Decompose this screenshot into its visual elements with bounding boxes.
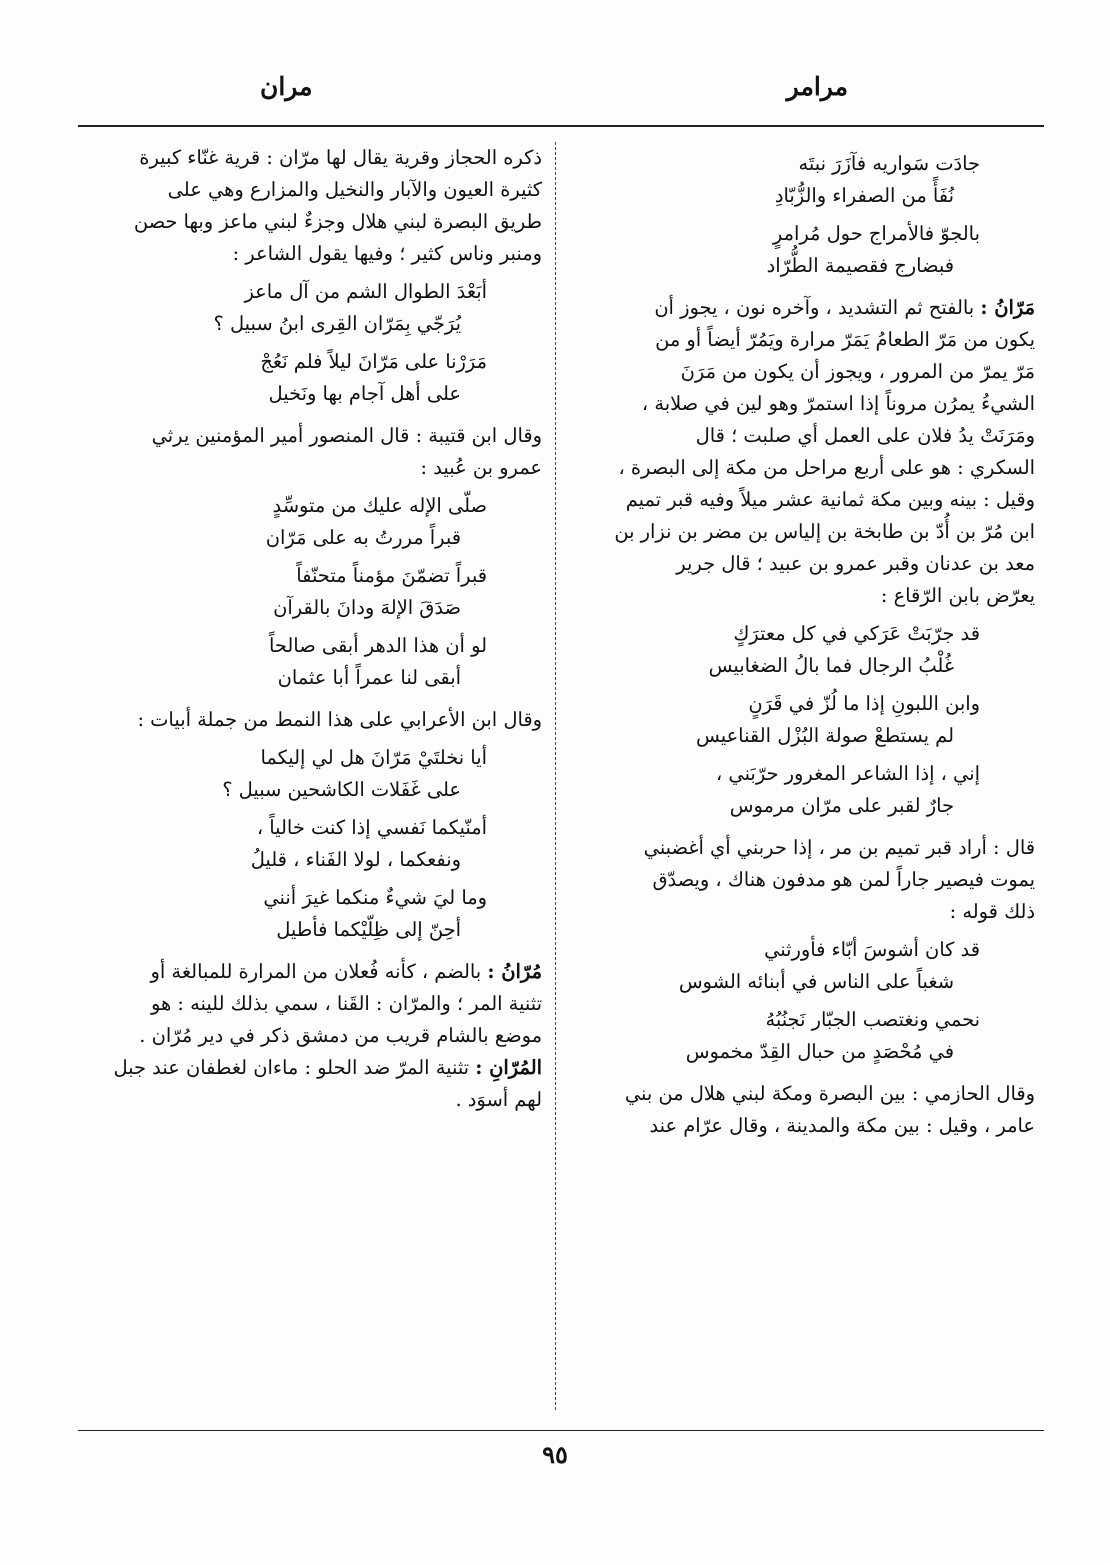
verse-line: صلّى الإله عليك من متوسِّدٍ: [272, 494, 487, 517]
entry-almurran: [80, 1052, 542, 1116]
text-line: ومَرَنَتْ يدُ فلان على العمل أي صلبت ؛ قال: [695, 424, 1035, 447]
text-line: وقيل : بينه وبين مكة ثمانية عشر ميلاً وفيه قبر تميم: [625, 488, 1035, 511]
running-header-left: مران: [260, 72, 313, 101]
verse-block: [80, 742, 542, 946]
verse-couplet: [573, 148, 980, 212]
text-line: طريق البصرة لبني هلال وجزءٌ لبني ماعز وبها حصن: [133, 210, 542, 233]
paragraph: [573, 832, 1035, 928]
verse-line: غُلْبُ الرجال فما بالُ الضغابيس: [708, 654, 954, 677]
text-line: مُرّانُ : بالضم ، كأنه فُعلان من المرارة للمبالغة أو: [150, 960, 542, 983]
verse-block: [80, 276, 542, 410]
verse-line: نُفَأً من الصفراء والزُّبّادِ: [774, 184, 954, 207]
verse-line: أيا نخلتَيْ مَرّانَ هل لي إليكما: [260, 746, 487, 769]
text-line: وقال الحازمي : بين البصرة ومكة لبني هلال من بني: [624, 1082, 1035, 1105]
text-line: ذكره الحجاز وقرية يقال لها مرّان : قرية غنّاء كبيرة: [139, 146, 542, 169]
verse-line: إني ، إذا الشاعر المغرور حرّبَني ،: [715, 762, 980, 785]
verse-line: لو أن هذا الدهر أبقى صالحاً: [268, 634, 487, 657]
verse-block: [573, 934, 1035, 1068]
verse-line: صَدَقَ الإلهَ ودانَ بالقرآن: [273, 596, 461, 619]
verse-couplet: [573, 934, 980, 998]
verse-line: وما ليَ شيءٌ منكما غيرَ أنني: [263, 886, 487, 909]
verse-line: قبراً تضمّنَ مؤمناً متحنّفاً: [296, 564, 487, 587]
entry-murran: [80, 956, 542, 1052]
verse-line: شغباً على الناس في أبنائه الشوس: [678, 970, 954, 993]
verse-couplet: [573, 758, 980, 822]
text-line: عمرو بن عُبيد :: [420, 456, 542, 479]
verse-couplet: [80, 346, 487, 410]
verse-line: وابن اللبونِ إذا ما لُزّ في قَرَنٍ: [748, 692, 980, 715]
verse-line: أبقى لنا عمراً أبا عثمان: [277, 666, 461, 689]
text-line: ذلك قوله :: [949, 900, 1035, 923]
text-line: يموت فيصير جاراً لمن هو مدفون هناك ، ويصدّق: [652, 868, 1035, 891]
verse-line: جارٌ لقبر على مرّان مرموس: [729, 794, 954, 817]
verse-line: بالجوّ فالأمراج حول مُرامرٍ: [772, 222, 980, 245]
text-line: عامر ، وقيل : بين مكة والمدينة ، وقال عرّام عند: [649, 1114, 1035, 1137]
right-column: [573, 142, 1035, 1142]
verse-block: [573, 618, 1035, 822]
entry-marran: [573, 292, 1035, 612]
header-rule: [78, 125, 1044, 127]
verse-line: قد جرّبَتْ عَرَكي في كل معترَكٍ: [733, 622, 980, 645]
page-number: ٩٥: [542, 1440, 568, 1469]
verse-line: أبَعْدَ الطوال الشم من آل ماعز: [244, 280, 487, 303]
text-line: ومنبر وناس كثير ؛ وفيها يقول الشاعر :: [232, 242, 542, 265]
entry-headword: المُرّانِ :: [475, 1056, 542, 1079]
text-line: معد بن عدنان وقبر عمرو بن عبيد ؛ قال جرير: [676, 552, 1035, 575]
verse-couplet: [573, 688, 980, 752]
verse-couplet: [80, 490, 487, 554]
verse-line: في مُحْصَدٍ من حبال القِدّ مخموس: [685, 1040, 954, 1063]
verse-couplet: [573, 618, 980, 682]
verse-line: مَرَرْنا على مَرّانَ ليلاً فلم نَعُجْ: [260, 350, 487, 373]
paragraph: [573, 1078, 1035, 1142]
verse-block: [573, 148, 1035, 282]
verse-couplet: [80, 742, 487, 806]
verse-line: ونفعكما ، لولا الفَناء ، قليلُ: [250, 848, 461, 871]
text-line: مَرّانُ : بالفتح ثم التشديد ، وآخره نون ، يجوز أن: [654, 296, 1035, 319]
text-line: وقال ابن قتيبة : قال المنصور أمير المؤمنين يرثي: [151, 424, 542, 447]
verse-couplet: [573, 1004, 980, 1068]
entry-headword: مَرّانُ :: [980, 296, 1035, 319]
text-line: يعرّض بابن الرّقاع :: [880, 584, 1035, 607]
footer-rule: [78, 1430, 1044, 1431]
verse-couplet: [80, 560, 487, 624]
text-line: السكري : هو على أربع مراحل من مكة إلى البصرة ،: [618, 456, 1035, 479]
verse-line: فبضارج فقصيمة الطُّرّاد: [766, 254, 954, 277]
verse-couplet: [80, 812, 487, 876]
column-divider: [555, 142, 556, 1410]
verse-couplet: [80, 276, 487, 340]
verse-line: لم يستطعْ صولة البُزْل القناعيس: [696, 724, 954, 747]
text-line: ابن مُرّ بن أُدّ بن طابخة بن إلياس بن مضر بن نزار بن: [614, 520, 1035, 543]
entry-headword: مُرّانُ :: [487, 960, 542, 983]
text-line: مَرّ يمرّ من المرور ، ويجوز أن يكون من مَرَنَ: [680, 360, 1035, 383]
verse-line: نحمي ونغتصب الجبّار نَجنُبُهُ: [765, 1008, 980, 1031]
verse-couplet: [80, 630, 487, 694]
text-line: تثنية المر ؛ والمرّان : القَنا ، سمي بذلك للينه : هو: [150, 992, 542, 1015]
text-line: الشيءُ يمرُن مروناً إذا استمرّ وهو لين في صلابة ،: [641, 392, 1035, 415]
verse-line: يُرَجّي بِمَرّان القِرى ابنُ سبيل ؟: [213, 312, 461, 335]
text-line: وقال ابن الأعرابي على هذا النمط من جملة أبيات :: [137, 708, 542, 731]
verse-line: على غَفَلات الكاشحين سبيل ؟: [222, 778, 461, 801]
text-line: المُرّانِ : تثنية المرّ ضد الحلو : ماءان لغطفان عند جبل: [113, 1056, 542, 1079]
verse-line: أحِنّ إلى ظِلّيْكما فأطيل: [276, 918, 461, 941]
text-line: لهم أسوَد .: [455, 1088, 542, 1111]
verse-line: على أهل آجام بها ونَخيل: [268, 382, 461, 405]
left-column: [80, 142, 542, 1116]
running-header-right: مرامر: [786, 72, 848, 101]
paragraph: [80, 420, 542, 484]
verse-line: قبراً مررتُ به على مَرّان: [265, 526, 461, 549]
paragraph: [80, 704, 542, 736]
verse-couplet: [573, 218, 980, 282]
paragraph: [80, 142, 542, 270]
verse-line: أمنّيكما نَفسي إذا كنت خالياً ،: [256, 816, 487, 839]
text-line: قال : أراد قبر تميم بن مر ، إذا حربني أي أغضبني: [643, 836, 1035, 859]
text-line: يكون من مَرّ الطعامُ يَمَرّ مرارة ويَمُرّ أيضاً أو من: [655, 328, 1035, 351]
verse-line: قد كان أشوسَ أبّاء فأورثني: [764, 938, 980, 961]
verse-couplet: [80, 882, 487, 946]
verse-line: جادَت سَواريه فآزَرَ نبتَه: [798, 152, 980, 175]
text-line: كثيرة العيون والآبار والنخيل والمزارع وهي على: [167, 178, 542, 201]
verse-block: [80, 490, 542, 694]
text-line: موضع بالشام قريب من دمشق ذكر في دير مُرّان .: [139, 1024, 542, 1047]
